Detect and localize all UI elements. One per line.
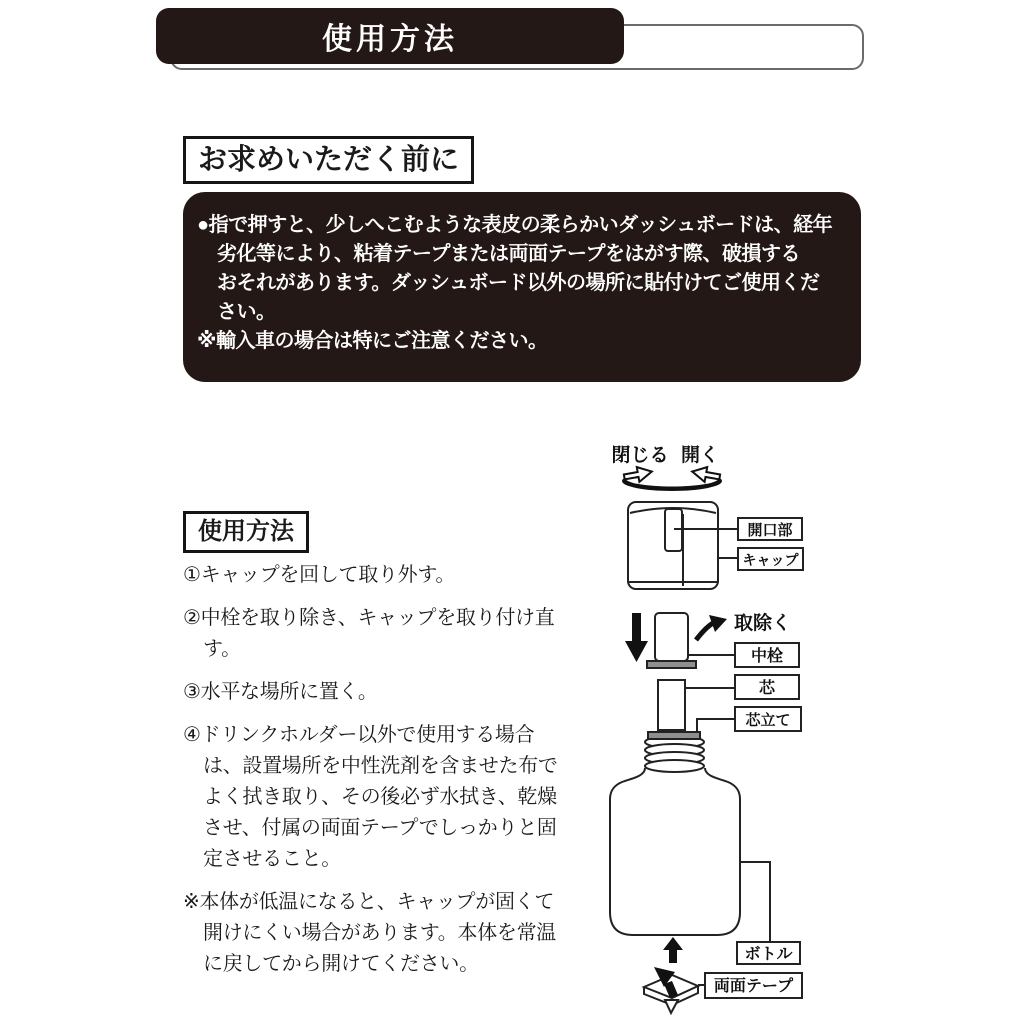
usage-note: ※本体が低温になると、キャップが固くて開けにくい場合があります。本体を常温に戻してから開けてください。 — [183, 891, 556, 975]
usage-steps — [183, 560, 561, 992]
svg-text:芯: 芯 — [758, 680, 776, 697]
label-wick-stand — [697, 707, 801, 732]
wick-drawing — [658, 680, 685, 730]
warning-line: さい。 — [217, 301, 276, 323]
warning-line: 劣化等により、粘着テープまたは両面テープをはがす際、破損する — [217, 243, 800, 265]
attach-up-arrow-icon — [663, 937, 683, 963]
warning-line: おそれがあります。ダッシュボード以外の場所に貼付けてご使用くだ — [217, 272, 820, 294]
bottle-neck-threads — [645, 736, 704, 772]
remove-label: 取除く — [734, 613, 792, 634]
svg-text:芯立て: 芯立て — [745, 712, 791, 729]
section-title-before-purchase: お求めいただく前に — [183, 136, 474, 184]
header-bar — [156, 8, 624, 64]
usage-step-2: ②中栓を取り除き、キャップを取り付け直す。 — [183, 607, 555, 660]
label-tape — [698, 973, 802, 998]
section-title-usage: 使用方法 — [183, 511, 309, 553]
label-cap — [718, 548, 803, 570]
close-direction-label: 閉じる — [611, 445, 669, 466]
remove-arrow-icon — [696, 615, 727, 640]
bottle-drawing — [610, 768, 740, 935]
wick-stand-drawing — [648, 732, 700, 739]
svg-text:開口部: 開口部 — [747, 522, 793, 539]
label-wick — [685, 675, 799, 699]
twist-ring-icon — [622, 465, 722, 491]
open-direction-label: 開く — [680, 445, 720, 466]
product-diagram — [588, 436, 880, 1020]
tape-drawing — [644, 967, 698, 1013]
svg-text:キャップ: キャップ — [742, 552, 799, 568]
warning-note-line: ※輸入車の場合は特にご注意ください。 — [197, 330, 548, 352]
label-inner-plug — [688, 643, 799, 667]
usage-step-1: ①キャップを回して取り外す。 — [183, 564, 456, 586]
insert-down-arrow-icon — [625, 613, 648, 662]
svg-text:中栓: 中栓 — [750, 648, 784, 665]
svg-text:ボトル: ボトル — [744, 946, 793, 963]
page-title: 使用方法 — [322, 23, 458, 56]
svg-text:両面テープ: 両面テープ — [713, 978, 794, 995]
warning-line: ●指で押すと、少しへこむような表皮の柔らかいダッシュボードは、経年 — [197, 214, 833, 236]
warning-box — [183, 192, 861, 382]
label-bottle — [737, 862, 800, 964]
usage-step-3: ③水平な場所に置く。 — [183, 681, 378, 703]
inner-plug-drawing — [647, 613, 696, 668]
cap-drawing — [628, 502, 718, 589]
usage-step-4: ④ドリンクホルダー以外で使用する場合は、設置場所を中性洗剤を含ませた布でよく拭き取り、その後必ず水拭き、乾燥させ、付属の両面テープでしっかりと固定させること。 — [183, 724, 558, 870]
